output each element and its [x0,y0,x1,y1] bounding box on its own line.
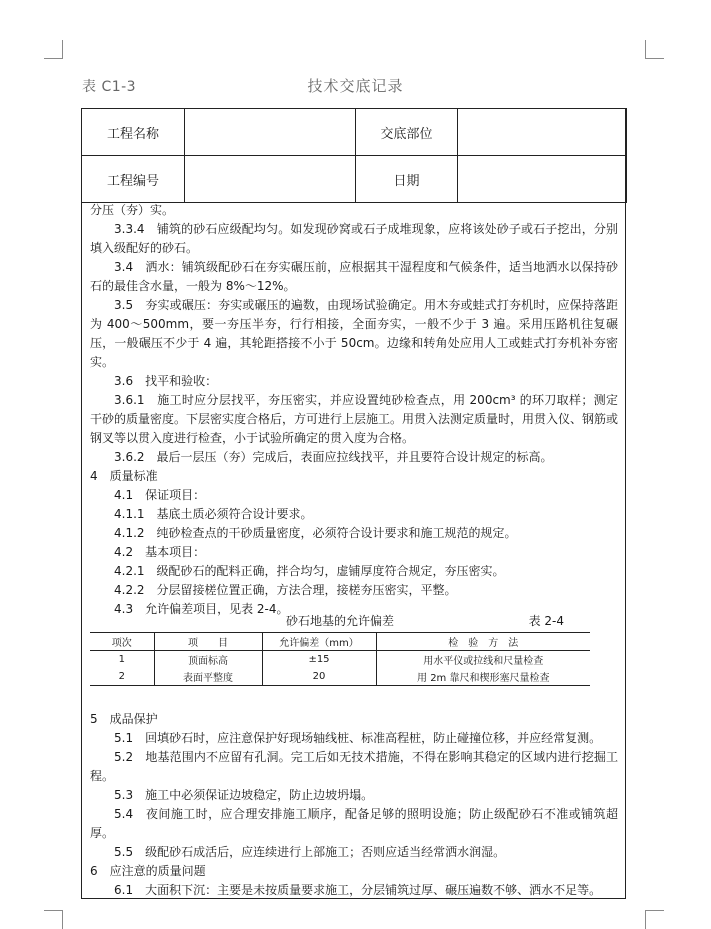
handover-part-label: 交底部位 [356,109,458,156]
paragraph: 分压（夯）实。 [90,203,175,217]
document-body-continued [90,710,618,900]
table-cell: 2 [90,668,154,686]
paragraph: 4.1.2 纯砂检查点的干砂质量密度，必须符合设计要求和施工规范的规定。 [114,526,517,540]
paragraph: 3.6.2 最后一层压（夯）完成后，表面应拉线找平，并且要符合设计规定的标高。 [114,450,553,464]
paragraph: 3.5 夯实或碾压：夯实或碾压的遍数，由现场试验确定。用木夯或蛙式打夯机时，应保持落距为 400～500mm，要一夯压半夯，行行相接，全面夯实，一般不少于 3 遍。采用压路机往复碾压，一般碾压不少于 4 遍，其轮距搭接不小于 50cm。边缘和转角处应用人工或蛙式打夯机补夯密实。 [90,298,618,369]
section-heading: 5 成品保护 [90,712,158,726]
table-cell: 用水平仪或拉线和尺量检查 [376,651,590,669]
document-title: 技术交底记录 [307,77,404,95]
paragraph: 4.1 保证项目： [114,488,206,502]
table-cell: 用 2m 靠尺和楔形塞尺量检查 [376,668,590,686]
section-heading: 6 应注意的质量问题 [90,864,206,878]
paragraph: 6.1 大面积下沉：主要是未按质量要求施工，分层铺筑过厚、碾压遍数不够、洒水不足等。 [114,883,602,897]
paragraph: 4.3 允许偏差项目，见表 2-4。 [114,602,289,616]
paragraph: 4.2.1 级配砂石的配料正确，拌合均匀，虚铺厚度符合规定，夯压密实。 [114,564,505,578]
section-heading: 4 质量标准 [90,469,158,483]
paragraph: 3.6 找平和验收： [114,374,218,388]
paragraph: 5.4 夜间施工时，应合理安排施工顺序，配备足够的照明设施；防止级配砂石不准或铺筑超厚。 [90,807,618,840]
table-cell: 20 [262,668,376,686]
table-cell: 顶面标高 [154,651,262,669]
header-form-table [81,108,627,203]
paragraph: 5.1 回填砂石时，应注意保护好现场轴线桩、标准高程桩，防止碰撞位移，并应经常复测。 [114,731,602,745]
crop-mark-bottom-right [645,910,664,929]
table-cell: ±15 [262,651,376,669]
paragraph: 3.6.1 施工时应分层找平，夯压密实，并应设置纯砂检查点，用 200cm³ 的环刀取样；测定干砂的质量密度。下层密实度合格后，方可进行上层施工。用贯入法测定质量时，用贯入仪、钢筋或钢叉等以贯入度进行检查，小于试验所确定的贯入度为合格。 [90,393,619,445]
project-name-label: 工程名称 [82,109,185,156]
tolerance-table [90,632,590,686]
crop-mark-top-left [44,40,63,59]
table-header-cell: 项次 [90,633,154,651]
paragraph: 3.3.4 铺筑的砂石应级配均匀。如发现砂窝或石子成堆现象，应将该处砂子或石子挖出，分别填入级配好的砂石。 [90,222,618,255]
table-row [90,651,590,669]
paragraph: 4.2.2 分层留接槎位置正确，方法合理，接槎夯压密实，平整。 [114,583,457,597]
crop-mark-bottom-left [44,910,63,929]
document-body [90,201,618,619]
project-number-field[interactable] [185,156,356,203]
table-header-cell: 检 验 方 法 [376,633,590,651]
table-header-cell: 项 目 [154,633,262,651]
project-number-label: 工程编号 [82,156,185,203]
table-cell: 1 [118,654,125,665]
paragraph: 5.5 级配砂石成活后，应连续进行上部施工；否则应适当经常洒水润湿。 [114,845,506,859]
table-number: 表 2-4 [528,614,564,628]
paragraph: 5.3 施工中必须保证边坡稳定，防止边坡坍塌。 [114,788,374,802]
paragraph: 3.4 洒水：铺筑级配砂石在夯实碾压前，应根据其干湿程度和气候条件，适当地洒水以保持砂石的最佳含水量，一般为 8%～12%。 [90,260,618,293]
date-label: 日期 [356,156,458,203]
project-name-field[interactable] [185,109,356,156]
table-header-cell: 允许偏差（mm） [262,633,376,651]
handover-part-field[interactable] [458,109,627,156]
crop-mark-top-right [645,40,664,59]
date-field[interactable] [458,156,627,203]
form-code: 表 C1-3 [82,79,137,95]
paragraph: 5.2 地基范围内不应留有孔洞。完工后如无技术措施，不得在影响其稳定的区域内进行挖掘工程。 [90,750,618,783]
paragraph: 4.1.1 基底土质必须符合设计要求。 [114,507,313,521]
table-caption: 砂石地基的允许偏差 [285,614,394,628]
table-cell: 表面平整度 [154,668,262,686]
table-row [90,668,590,686]
paragraph: 4.2 基本项目： [114,545,206,559]
